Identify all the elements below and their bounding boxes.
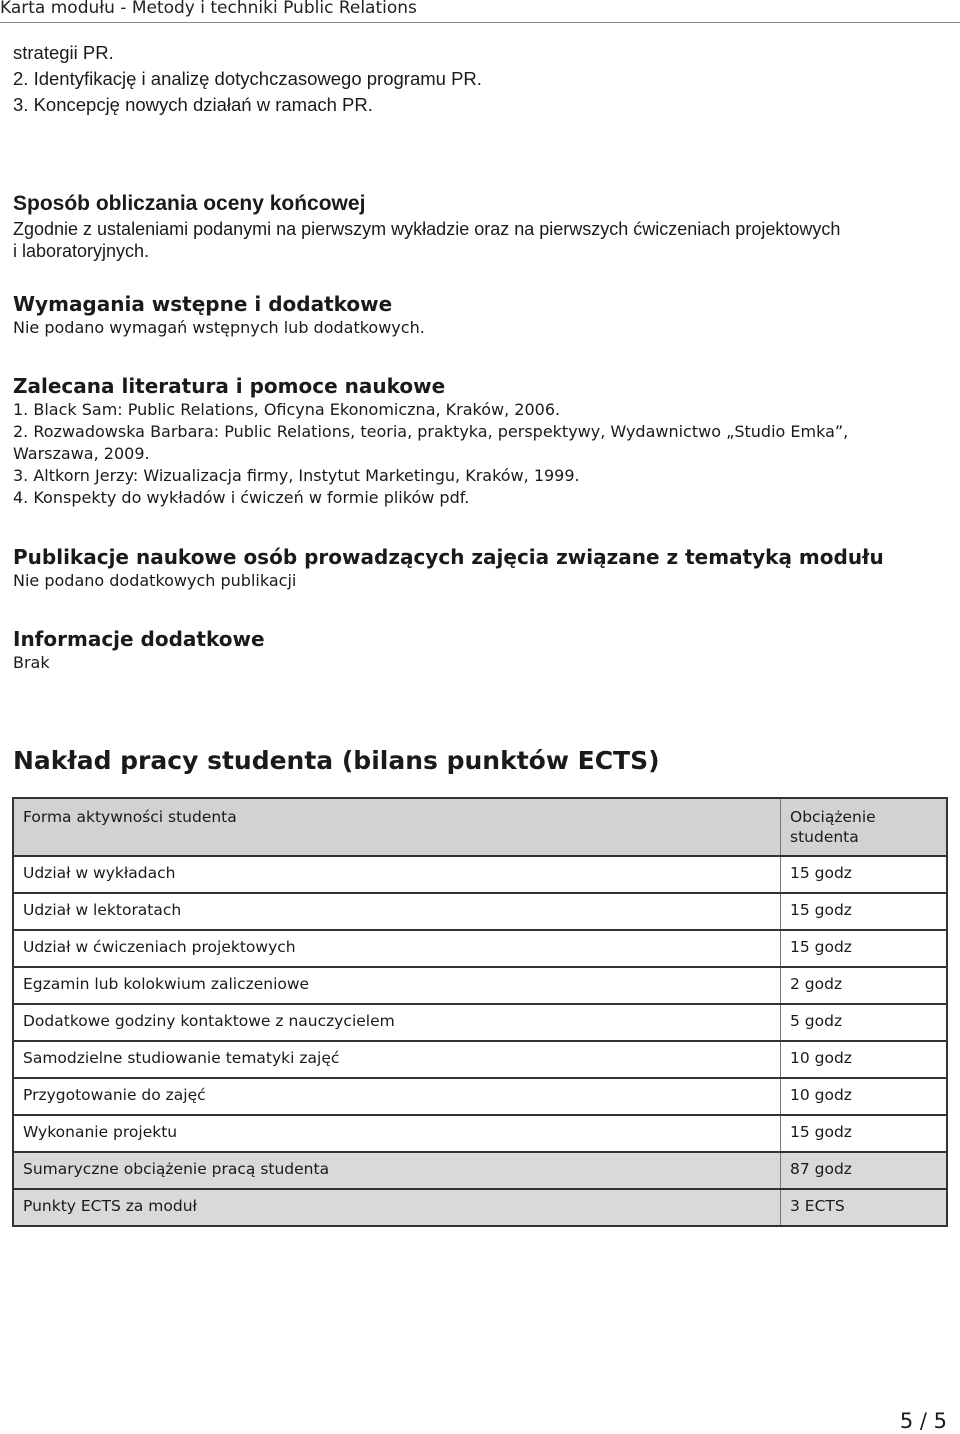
table-summary-row (13, 1189, 947, 1226)
document-content (13, 40, 953, 776)
table-row (13, 967, 947, 1004)
table-row (13, 893, 947, 930)
load-cell: 2 godz (781, 967, 948, 1004)
requirements-text: Nie podano wymagań wstępnych lub dodatkowych. (13, 318, 425, 337)
load-cell: 15 godz (781, 856, 948, 893)
additional-text: Brak (13, 653, 50, 672)
activity-cell: Wykonanie projektu (13, 1115, 781, 1152)
literature-list (13, 399, 953, 509)
activity-cell: Samodzielne studiowanie tematyki zajęć (13, 1041, 781, 1078)
publications-text: Nie podano dodatkowych publikacji (13, 571, 297, 590)
literature-item: 1. Black Sam: Public Relations, Oficyna Ekonomiczna, Kraków, 2006. (13, 400, 561, 419)
load-cell: 15 godz (781, 930, 948, 967)
spacer (13, 509, 953, 544)
summary-label-cell: Sumaryczne obciążenie pracą studenta (13, 1152, 781, 1189)
column-header-load: Obciążenie studenta (781, 798, 948, 856)
activity-cell: Udział w ćwiczeniach projektowych (13, 930, 781, 967)
literature-heading: Zalecana literatura i pomoce naukowe (13, 374, 446, 398)
document-title: Karta modułu - Metody i techniki Public Relations (0, 0, 417, 18)
workload-heading: Nakład pracy studenta (bilans punktów ECTS) (13, 746, 660, 775)
page-header (0, 0, 960, 23)
spacer (13, 118, 953, 190)
publications-heading: Publikacje naukowe osób prowadzących zajęcia związane z tematyką modułu (13, 545, 884, 569)
table-row (13, 1078, 947, 1115)
spacer (13, 262, 953, 291)
summary-value-cell: 87 godz (781, 1152, 948, 1189)
intro-line: strategii PR. (13, 42, 114, 63)
table-row (13, 1004, 947, 1041)
load-cell: 15 godz (781, 893, 948, 930)
activity-cell: Dodatkowe godziny kontaktowe z nauczycielem (13, 1004, 781, 1041)
column-header-activity: Forma aktywności studenta (13, 798, 781, 856)
grading-line: i laboratoryjnych. (13, 241, 150, 261)
load-cell: 10 godz (781, 1078, 948, 1115)
page-number: 5 / 5 (899, 1409, 947, 1433)
grading-heading: Sposób obliczania oceny końcowej (13, 192, 366, 215)
literature-item: 4. Konspekty do wykładów i ćwiczeń w formie plików pdf. (13, 488, 470, 507)
summary-label-cell: Punkty ECTS za moduł (13, 1189, 781, 1226)
load-cell: 15 godz (781, 1115, 948, 1152)
intro-line: 3. Koncepcję nowych działań w ramach PR. (13, 94, 373, 115)
intro-line: 2. Identyfikację i analizę dotychczasowego programu PR. (13, 68, 482, 89)
activity-cell: Udział w wykładach (13, 856, 781, 893)
additional-heading: Informacje dodatkowe (13, 627, 265, 651)
literature-item: Warszawa, 2009. (13, 444, 150, 463)
table-row (13, 1115, 947, 1152)
literature-item: 2. Rozwadowska Barbara: Public Relations, teoria, praktyka, perspektywy, Wydawnictwo „Studio Emka”, (13, 422, 849, 441)
spacer (13, 592, 953, 626)
load-cell: 5 godz (781, 1004, 948, 1041)
load-cell: 10 godz (781, 1041, 948, 1078)
table-row (13, 856, 947, 893)
activity-cell: Przygotowanie do zajęć (13, 1078, 781, 1115)
requirements-heading: Wymagania wstępne i dodatkowe (13, 292, 393, 316)
table-row (13, 930, 947, 967)
activity-cell: Udział w lektoratach (13, 893, 781, 930)
grading-line: Zgodnie z ustaleniami podanymi na pierwszym wykładzie oraz na pierwszych ćwiczeniach projektowych (13, 219, 841, 239)
table-row (13, 1041, 947, 1078)
table-header-row (13, 798, 947, 856)
grading-text (13, 218, 953, 262)
spacer (13, 674, 953, 746)
spacer (13, 339, 953, 373)
table-summary-row (13, 1152, 947, 1189)
activity-cell: Egzamin lub kolokwium zaliczeniowe (13, 967, 781, 1004)
workload-table (12, 797, 948, 1227)
summary-value-cell: 3 ECTS (781, 1189, 948, 1226)
literature-item: 3. Altkorn Jerzy: Wizualizacja firmy, Instytut Marketingu, Kraków, 1999. (13, 466, 580, 485)
intro-list (13, 40, 953, 118)
